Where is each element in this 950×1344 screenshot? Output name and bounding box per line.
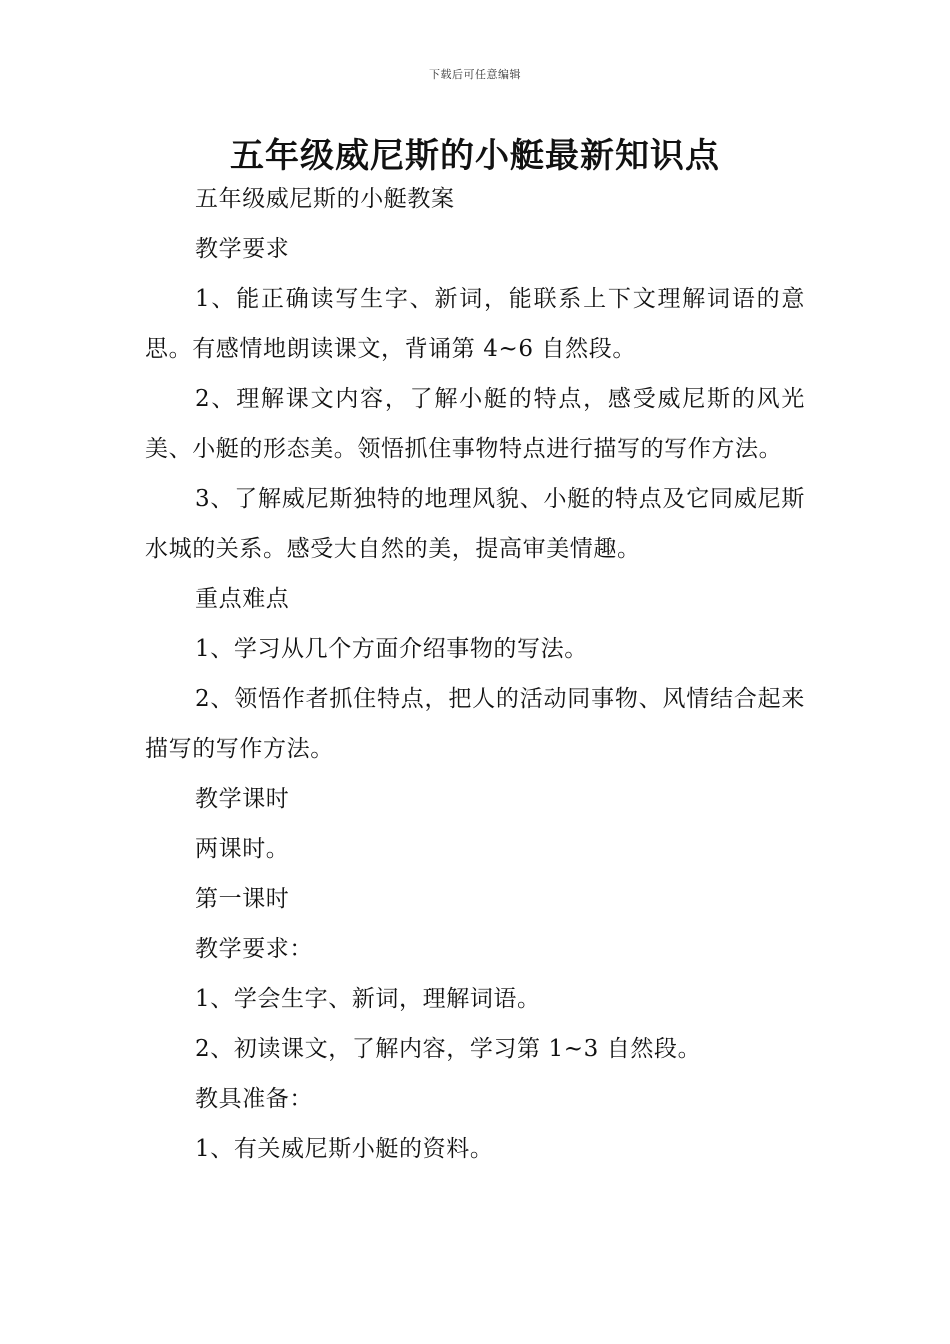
paragraph-key-point-2: 2、领悟作者抓住特点，把人的活动同事物、风情结合起来描写的写作方法。 <box>145 686 805 762</box>
paragraph-period-requirement-1: 1、学会生字、新词，理解词语。 <box>195 986 541 1012</box>
paragraph-requirement-2: 2、理解课文内容，了解小艇的特点，感受威尼斯的风光美、小艇的形态美。领悟抓住事物特点进行描写的写作方法。 <box>145 386 805 462</box>
paragraph-requirement-1: 1、能正确读写生字、新词，能联系上下文理解词语的意思。有感情地朗读课文，背诵第 4~6 自然段。 <box>145 286 805 362</box>
heading-class-hours: 教学课时 <box>195 786 290 812</box>
heading-period-requirements: 教学要求： <box>195 936 313 962</box>
heading-key-points: 重点难点 <box>195 586 290 612</box>
heading-teaching-requirements: 教学要求 <box>195 236 290 262</box>
document-body <box>145 174 805 1174</box>
paragraph-lesson-plan-title: 五年级威尼斯的小艇教案 <box>195 186 455 212</box>
paragraph-class-hours: 两课时。 <box>195 836 290 862</box>
paragraph-period-requirement-2: 2、初读课文，了解内容，学习第 1~3 自然段。 <box>195 1036 702 1062</box>
paragraph-key-point-1: 1、学习从几个方面介绍事物的写法。 <box>195 636 588 662</box>
paragraph-teaching-aid-1: 1、有关威尼斯小艇的资料。 <box>195 1136 494 1162</box>
heading-first-period: 第一课时 <box>195 886 290 912</box>
header-note: 下载后可任意编辑 <box>429 68 521 81</box>
paragraph-requirement-3: 3、了解威尼斯独特的地理风貌、小艇的特点及它同威尼斯水城的关系。感受大自然的美，提高审美情趣。 <box>145 486 805 562</box>
heading-teaching-aids: 教具准备： <box>195 1086 313 1112</box>
document-title: 五年级威尼斯的小艇最新知识点 <box>230 136 720 176</box>
